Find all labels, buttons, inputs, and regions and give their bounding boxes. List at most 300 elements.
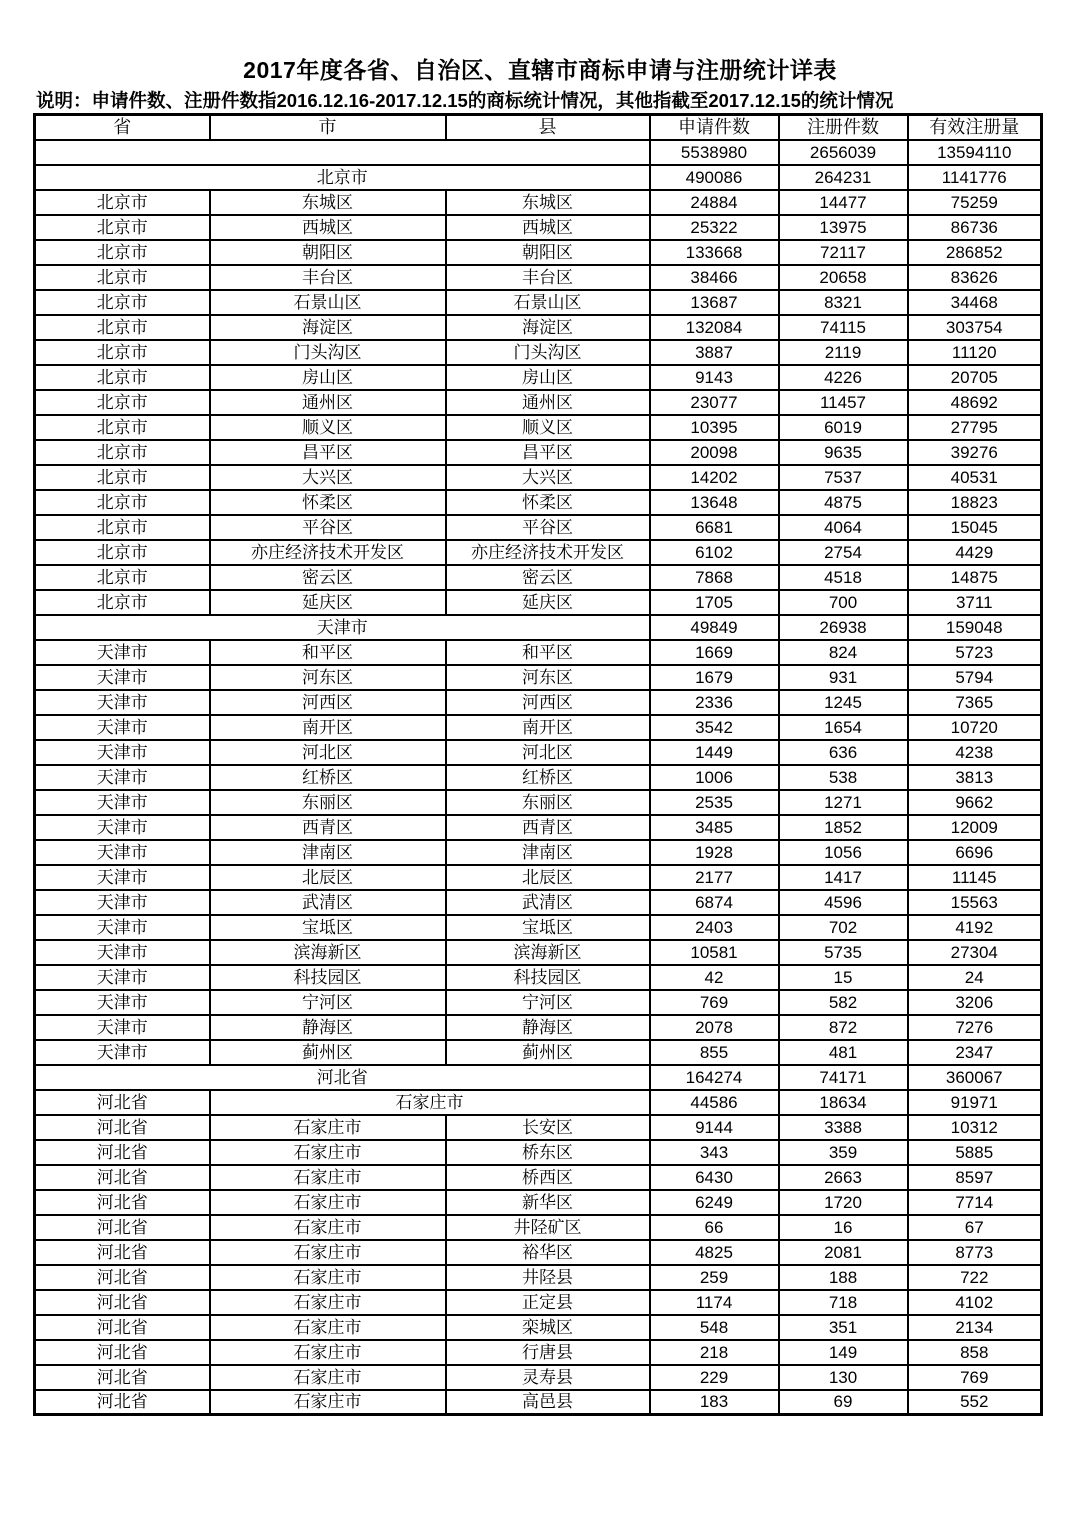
cell-apply-count: 2078 [650, 1015, 779, 1040]
cell-county: 平谷区 [446, 515, 650, 540]
cell-register-count: 188 [779, 1265, 908, 1290]
cell-city: 石家庄市 [210, 1315, 446, 1340]
cell-valid-count: 10720 [908, 715, 1042, 740]
cell-region-merged [35, 140, 650, 165]
cell-valid-count: 12009 [908, 815, 1042, 840]
cell-city: 宝坻区 [210, 915, 446, 940]
cell-valid-count: 75259 [908, 190, 1042, 215]
cell-city: 石家庄市 [210, 1215, 446, 1240]
cell-province: 天津市 [35, 865, 210, 890]
cell-city: 武清区 [210, 890, 446, 915]
cell-valid-count: 3711 [908, 590, 1042, 615]
cell-county: 正定县 [446, 1290, 650, 1315]
col-header-apply-count: 申请件数 [650, 115, 779, 140]
cell-register-count: 481 [779, 1040, 908, 1065]
cell-apply-count: 2177 [650, 865, 779, 890]
col-header-city: 市 [210, 115, 446, 140]
table-row [35, 215, 1042, 240]
cell-county: 河西区 [446, 690, 650, 715]
cell-valid-count: 13594110 [908, 140, 1042, 165]
cell-province: 河北省 [35, 1140, 210, 1165]
table-row [35, 315, 1042, 340]
cell-county: 延庆区 [446, 590, 650, 615]
col-header-county: 县 [446, 115, 650, 140]
table-row [35, 1365, 1042, 1390]
table-row [35, 665, 1042, 690]
cell-register-count: 72117 [779, 240, 908, 265]
cell-city: 大兴区 [210, 465, 446, 490]
cell-apply-count: 133668 [650, 240, 779, 265]
cell-province-merged: 北京市 [35, 165, 650, 190]
cell-city: 石家庄市 [210, 1115, 446, 1140]
cell-apply-count: 4825 [650, 1240, 779, 1265]
cell-apply-count: 6102 [650, 540, 779, 565]
cell-province: 北京市 [35, 265, 210, 290]
cell-valid-count: 8597 [908, 1165, 1042, 1190]
cell-valid-count: 722 [908, 1265, 1042, 1290]
cell-apply-count: 38466 [650, 265, 779, 290]
cell-city: 南开区 [210, 715, 446, 740]
cell-city: 门头沟区 [210, 340, 446, 365]
cell-apply-count: 2535 [650, 790, 779, 815]
col-header-register-count: 注册件数 [779, 115, 908, 140]
cell-county: 和平区 [446, 640, 650, 665]
cell-province: 天津市 [35, 940, 210, 965]
cell-valid-count: 48692 [908, 390, 1042, 415]
cell-province: 北京市 [35, 540, 210, 565]
cell-province: 北京市 [35, 340, 210, 365]
cell-register-count: 2663 [779, 1165, 908, 1190]
cell-valid-count: 3206 [908, 990, 1042, 1015]
cell-apply-count: 20098 [650, 440, 779, 465]
cell-province-merged: 天津市 [35, 615, 650, 640]
cell-county: 灵寿县 [446, 1365, 650, 1390]
cell-apply-count: 13648 [650, 490, 779, 515]
note-text: 说明：申请件数、注册件数指2016.12.16-2017.12.15的商标统计情况，其他指截至2017.12.15的统计情况 [36, 90, 894, 111]
cell-city: 东城区 [210, 190, 446, 215]
cell-county: 丰台区 [446, 265, 650, 290]
cell-apply-count: 1928 [650, 840, 779, 865]
cell-register-count: 4518 [779, 565, 908, 590]
cell-county: 裕华区 [446, 1240, 650, 1265]
cell-province: 天津市 [35, 1015, 210, 1040]
cell-province: 天津市 [35, 1040, 210, 1065]
cell-valid-count: 6696 [908, 840, 1042, 865]
cell-apply-count: 259 [650, 1265, 779, 1290]
table-body [35, 140, 1042, 1415]
cell-register-count: 351 [779, 1315, 908, 1340]
cell-valid-count: 552 [908, 1390, 1042, 1415]
cell-valid-count: 4192 [908, 915, 1042, 940]
cell-register-count: 931 [779, 665, 908, 690]
cell-register-count: 74115 [779, 315, 908, 340]
cell-city: 宁河区 [210, 990, 446, 1015]
table-row [35, 515, 1042, 540]
cell-valid-count: 83626 [908, 265, 1042, 290]
cell-valid-count: 27795 [908, 415, 1042, 440]
col-header-valid-registrations: 有效注册量 [908, 115, 1042, 140]
cell-county: 西青区 [446, 815, 650, 840]
cell-apply-count: 24884 [650, 190, 779, 215]
cell-county: 西城区 [446, 215, 650, 240]
cell-city: 蓟州区 [210, 1040, 446, 1065]
cell-register-count: 2656039 [779, 140, 908, 165]
cell-county: 科技园区 [446, 965, 650, 990]
cell-province: 河北省 [35, 1315, 210, 1340]
cell-province: 北京市 [35, 365, 210, 390]
cell-county: 怀柔区 [446, 490, 650, 515]
cell-valid-count: 86736 [908, 215, 1042, 240]
cell-apply-count: 23077 [650, 390, 779, 415]
table-row [35, 1065, 1042, 1090]
table-row [35, 540, 1042, 565]
cell-county: 海淀区 [446, 315, 650, 340]
cell-valid-count: 24 [908, 965, 1042, 990]
cell-county: 东城区 [446, 190, 650, 215]
cell-apply-count: 6681 [650, 515, 779, 540]
cell-county: 通州区 [446, 390, 650, 415]
table-row [35, 1190, 1042, 1215]
table-row [35, 390, 1042, 415]
cell-province: 河北省 [35, 1115, 210, 1140]
cell-apply-count: 66 [650, 1215, 779, 1240]
table-row [35, 165, 1042, 190]
cell-county: 高邑县 [446, 1390, 650, 1415]
table-row [35, 1240, 1042, 1265]
cell-apply-count: 1669 [650, 640, 779, 665]
cell-register-count: 1417 [779, 865, 908, 890]
cell-register-count: 700 [779, 590, 908, 615]
cell-city: 石家庄市 [210, 1365, 446, 1390]
cell-apply-count: 10581 [650, 940, 779, 965]
cell-register-count: 2119 [779, 340, 908, 365]
cell-city: 昌平区 [210, 440, 446, 465]
cell-valid-count: 5885 [908, 1140, 1042, 1165]
table-row [35, 1340, 1042, 1365]
table-row [35, 140, 1042, 165]
cell-apply-count: 3887 [650, 340, 779, 365]
cell-province: 北京市 [35, 465, 210, 490]
cell-apply-count: 10395 [650, 415, 779, 440]
cell-city: 顺义区 [210, 415, 446, 440]
cell-register-count: 74171 [779, 1065, 908, 1090]
cell-province: 河北省 [35, 1190, 210, 1215]
table-row [35, 1115, 1042, 1140]
cell-register-count: 18634 [779, 1090, 908, 1115]
cell-valid-count: 7365 [908, 690, 1042, 715]
cell-apply-count: 2336 [650, 690, 779, 715]
table-row [35, 1290, 1042, 1315]
cell-county: 宝坻区 [446, 915, 650, 940]
cell-county: 河北区 [446, 740, 650, 765]
cell-apply-count: 490086 [650, 165, 779, 190]
cell-province: 天津市 [35, 915, 210, 940]
cell-province: 北京市 [35, 315, 210, 340]
cell-province: 河北省 [35, 1165, 210, 1190]
cell-valid-count: 67 [908, 1215, 1042, 1240]
cell-county: 行唐县 [446, 1340, 650, 1365]
table-row [35, 690, 1042, 715]
cell-apply-count: 25322 [650, 215, 779, 240]
cell-province: 天津市 [35, 690, 210, 715]
cell-apply-count: 3485 [650, 815, 779, 840]
cell-city: 朝阳区 [210, 240, 446, 265]
cell-province: 北京市 [35, 590, 210, 615]
table-row [35, 365, 1042, 390]
cell-apply-count: 769 [650, 990, 779, 1015]
cell-apply-count: 183 [650, 1390, 779, 1415]
table-row [35, 565, 1042, 590]
cell-register-count: 2754 [779, 540, 908, 565]
table-row [35, 1165, 1042, 1190]
cell-city: 静海区 [210, 1015, 446, 1040]
cell-register-count: 1654 [779, 715, 908, 740]
cell-city: 河东区 [210, 665, 446, 690]
cell-valid-count: 39276 [908, 440, 1042, 465]
cell-register-count: 359 [779, 1140, 908, 1165]
cell-apply-count: 1006 [650, 765, 779, 790]
cell-city: 科技园区 [210, 965, 446, 990]
table-row [35, 790, 1042, 815]
cell-city: 石家庄市 [210, 1390, 446, 1415]
cell-apply-count: 9143 [650, 365, 779, 390]
cell-city: 亦庄经济技术开发区 [210, 540, 446, 565]
cell-valid-count: 11120 [908, 340, 1042, 365]
cell-register-count: 872 [779, 1015, 908, 1040]
cell-apply-count: 44586 [650, 1090, 779, 1115]
cell-apply-count: 229 [650, 1365, 779, 1390]
cell-county: 滨海新区 [446, 940, 650, 965]
cell-register-count: 1271 [779, 790, 908, 815]
table-row [35, 1315, 1042, 1340]
cell-province: 北京市 [35, 490, 210, 515]
table-row [35, 990, 1042, 1015]
cell-register-count: 1852 [779, 815, 908, 840]
table-row [35, 890, 1042, 915]
cell-register-count: 636 [779, 740, 908, 765]
cell-register-count: 5735 [779, 940, 908, 965]
table-row [35, 615, 1042, 640]
cell-valid-count: 14875 [908, 565, 1042, 590]
cell-province: 河北省 [35, 1240, 210, 1265]
table-row [35, 965, 1042, 990]
cell-province: 河北省 [35, 1290, 210, 1315]
cell-valid-count: 11145 [908, 865, 1042, 890]
cell-register-count: 1720 [779, 1190, 908, 1215]
cell-valid-count: 303754 [908, 315, 1042, 340]
cell-province: 北京市 [35, 440, 210, 465]
cell-register-count: 9635 [779, 440, 908, 465]
cell-province: 天津市 [35, 790, 210, 815]
cell-apply-count: 132084 [650, 315, 779, 340]
cell-city: 石家庄市 [210, 1190, 446, 1215]
cell-apply-count: 49849 [650, 615, 779, 640]
cell-province: 北京市 [35, 415, 210, 440]
cell-city: 石景山区 [210, 290, 446, 315]
cell-valid-count: 10312 [908, 1115, 1042, 1140]
cell-city: 石家庄市 [210, 1240, 446, 1265]
cell-city: 西青区 [210, 815, 446, 840]
table-row [35, 440, 1042, 465]
table-row [35, 840, 1042, 865]
table-row [35, 265, 1042, 290]
table-row [35, 765, 1042, 790]
cell-valid-count: 286852 [908, 240, 1042, 265]
cell-apply-count: 5538980 [650, 140, 779, 165]
cell-province: 北京市 [35, 390, 210, 415]
cell-city: 北辰区 [210, 865, 446, 890]
cell-city: 西城区 [210, 215, 446, 240]
cell-valid-count: 40531 [908, 465, 1042, 490]
cell-valid-count: 7714 [908, 1190, 1042, 1215]
cell-city: 河西区 [210, 690, 446, 715]
cell-city: 石家庄市 [210, 1165, 446, 1190]
cell-valid-count: 27304 [908, 940, 1042, 965]
cell-county: 红桥区 [446, 765, 650, 790]
cell-register-count: 8321 [779, 290, 908, 315]
cell-province: 河北省 [35, 1390, 210, 1415]
cell-city: 河北区 [210, 740, 446, 765]
cell-province: 北京市 [35, 565, 210, 590]
table-row [35, 1090, 1042, 1115]
cell-register-count: 538 [779, 765, 908, 790]
cell-province: 天津市 [35, 990, 210, 1015]
cell-city: 东丽区 [210, 790, 446, 815]
table-row [35, 640, 1042, 665]
cell-apply-count: 548 [650, 1315, 779, 1340]
cell-city: 平谷区 [210, 515, 446, 540]
cell-county: 井陉县 [446, 1265, 650, 1290]
cell-apply-count: 218 [650, 1340, 779, 1365]
cell-city: 石家庄市 [210, 1340, 446, 1365]
table-row [35, 490, 1042, 515]
cell-register-count: 4064 [779, 515, 908, 540]
cell-county: 顺义区 [446, 415, 650, 440]
cell-apply-count: 855 [650, 1040, 779, 1065]
cell-province: 河北省 [35, 1340, 210, 1365]
cell-city: 海淀区 [210, 315, 446, 340]
cell-province-merged: 河北省 [35, 1065, 650, 1090]
cell-register-count: 20658 [779, 265, 908, 290]
table-row [35, 465, 1042, 490]
table-row [35, 1015, 1042, 1040]
cell-county: 门头沟区 [446, 340, 650, 365]
cell-city: 津南区 [210, 840, 446, 865]
cell-register-count: 702 [779, 915, 908, 940]
cell-register-count: 69 [779, 1390, 908, 1415]
cell-apply-count: 1679 [650, 665, 779, 690]
cell-province: 天津市 [35, 740, 210, 765]
cell-province: 北京市 [35, 190, 210, 215]
cell-city: 和平区 [210, 640, 446, 665]
cell-register-count: 4226 [779, 365, 908, 390]
cell-county: 密云区 [446, 565, 650, 590]
cell-register-count: 7537 [779, 465, 908, 490]
cell-province: 河北省 [35, 1090, 210, 1115]
cell-register-count: 6019 [779, 415, 908, 440]
cell-apply-count: 14202 [650, 465, 779, 490]
cell-city: 红桥区 [210, 765, 446, 790]
cell-register-count: 2081 [779, 1240, 908, 1265]
cell-apply-count: 7868 [650, 565, 779, 590]
cell-province: 北京市 [35, 240, 210, 265]
cell-province: 北京市 [35, 515, 210, 540]
cell-valid-count: 159048 [908, 615, 1042, 640]
cell-register-count: 130 [779, 1365, 908, 1390]
cell-city: 怀柔区 [210, 490, 446, 515]
cell-valid-count: 2347 [908, 1040, 1042, 1065]
table-row [35, 415, 1042, 440]
cell-register-count: 13975 [779, 215, 908, 240]
cell-apply-count: 1705 [650, 590, 779, 615]
cell-valid-count: 9662 [908, 790, 1042, 815]
cell-city-merged: 石家庄市 [210, 1090, 650, 1115]
cell-valid-count: 15563 [908, 890, 1042, 915]
cell-register-count: 16 [779, 1215, 908, 1240]
table-row [35, 190, 1042, 215]
cell-apply-count: 164274 [650, 1065, 779, 1090]
cell-register-count: 1056 [779, 840, 908, 865]
table-row [35, 865, 1042, 890]
cell-register-count: 4596 [779, 890, 908, 915]
cell-city: 房山区 [210, 365, 446, 390]
cell-valid-count: 858 [908, 1340, 1042, 1365]
cell-city: 石家庄市 [210, 1290, 446, 1315]
cell-province: 河北省 [35, 1265, 210, 1290]
cell-province: 天津市 [35, 640, 210, 665]
cell-valid-count: 3813 [908, 765, 1042, 790]
table-row [35, 1390, 1042, 1415]
cell-apply-count: 9144 [650, 1115, 779, 1140]
table-row [35, 290, 1042, 315]
cell-county: 朝阳区 [446, 240, 650, 265]
table-row [35, 740, 1042, 765]
cell-county: 河东区 [446, 665, 650, 690]
cell-register-count: 718 [779, 1290, 908, 1315]
cell-county: 亦庄经济技术开发区 [446, 540, 650, 565]
cell-apply-count: 2403 [650, 915, 779, 940]
cell-city: 延庆区 [210, 590, 446, 615]
cell-apply-count: 6430 [650, 1165, 779, 1190]
cell-apply-count: 6249 [650, 1190, 779, 1215]
cell-apply-count: 1449 [650, 740, 779, 765]
cell-valid-count: 360067 [908, 1065, 1042, 1090]
table-row [35, 240, 1042, 265]
cell-valid-count: 20705 [908, 365, 1042, 390]
table-row [35, 590, 1042, 615]
cell-register-count: 3388 [779, 1115, 908, 1140]
cell-province: 天津市 [35, 890, 210, 915]
cell-county: 井陉矿区 [446, 1215, 650, 1240]
cell-register-count: 582 [779, 990, 908, 1015]
table-row [35, 1140, 1042, 1165]
cell-register-count: 15 [779, 965, 908, 990]
cell-apply-count: 42 [650, 965, 779, 990]
cell-county: 新华区 [446, 1190, 650, 1215]
table-header-row [35, 115, 1042, 140]
cell-province: 天津市 [35, 965, 210, 990]
table-row [35, 715, 1042, 740]
cell-valid-count: 91971 [908, 1090, 1042, 1115]
cell-city: 通州区 [210, 390, 446, 415]
cell-county: 南开区 [446, 715, 650, 740]
cell-register-count: 26938 [779, 615, 908, 640]
cell-valid-count: 5794 [908, 665, 1042, 690]
cell-province: 河北省 [35, 1365, 210, 1390]
cell-county: 桥东区 [446, 1140, 650, 1165]
table-row [35, 1265, 1042, 1290]
cell-county: 房山区 [446, 365, 650, 390]
